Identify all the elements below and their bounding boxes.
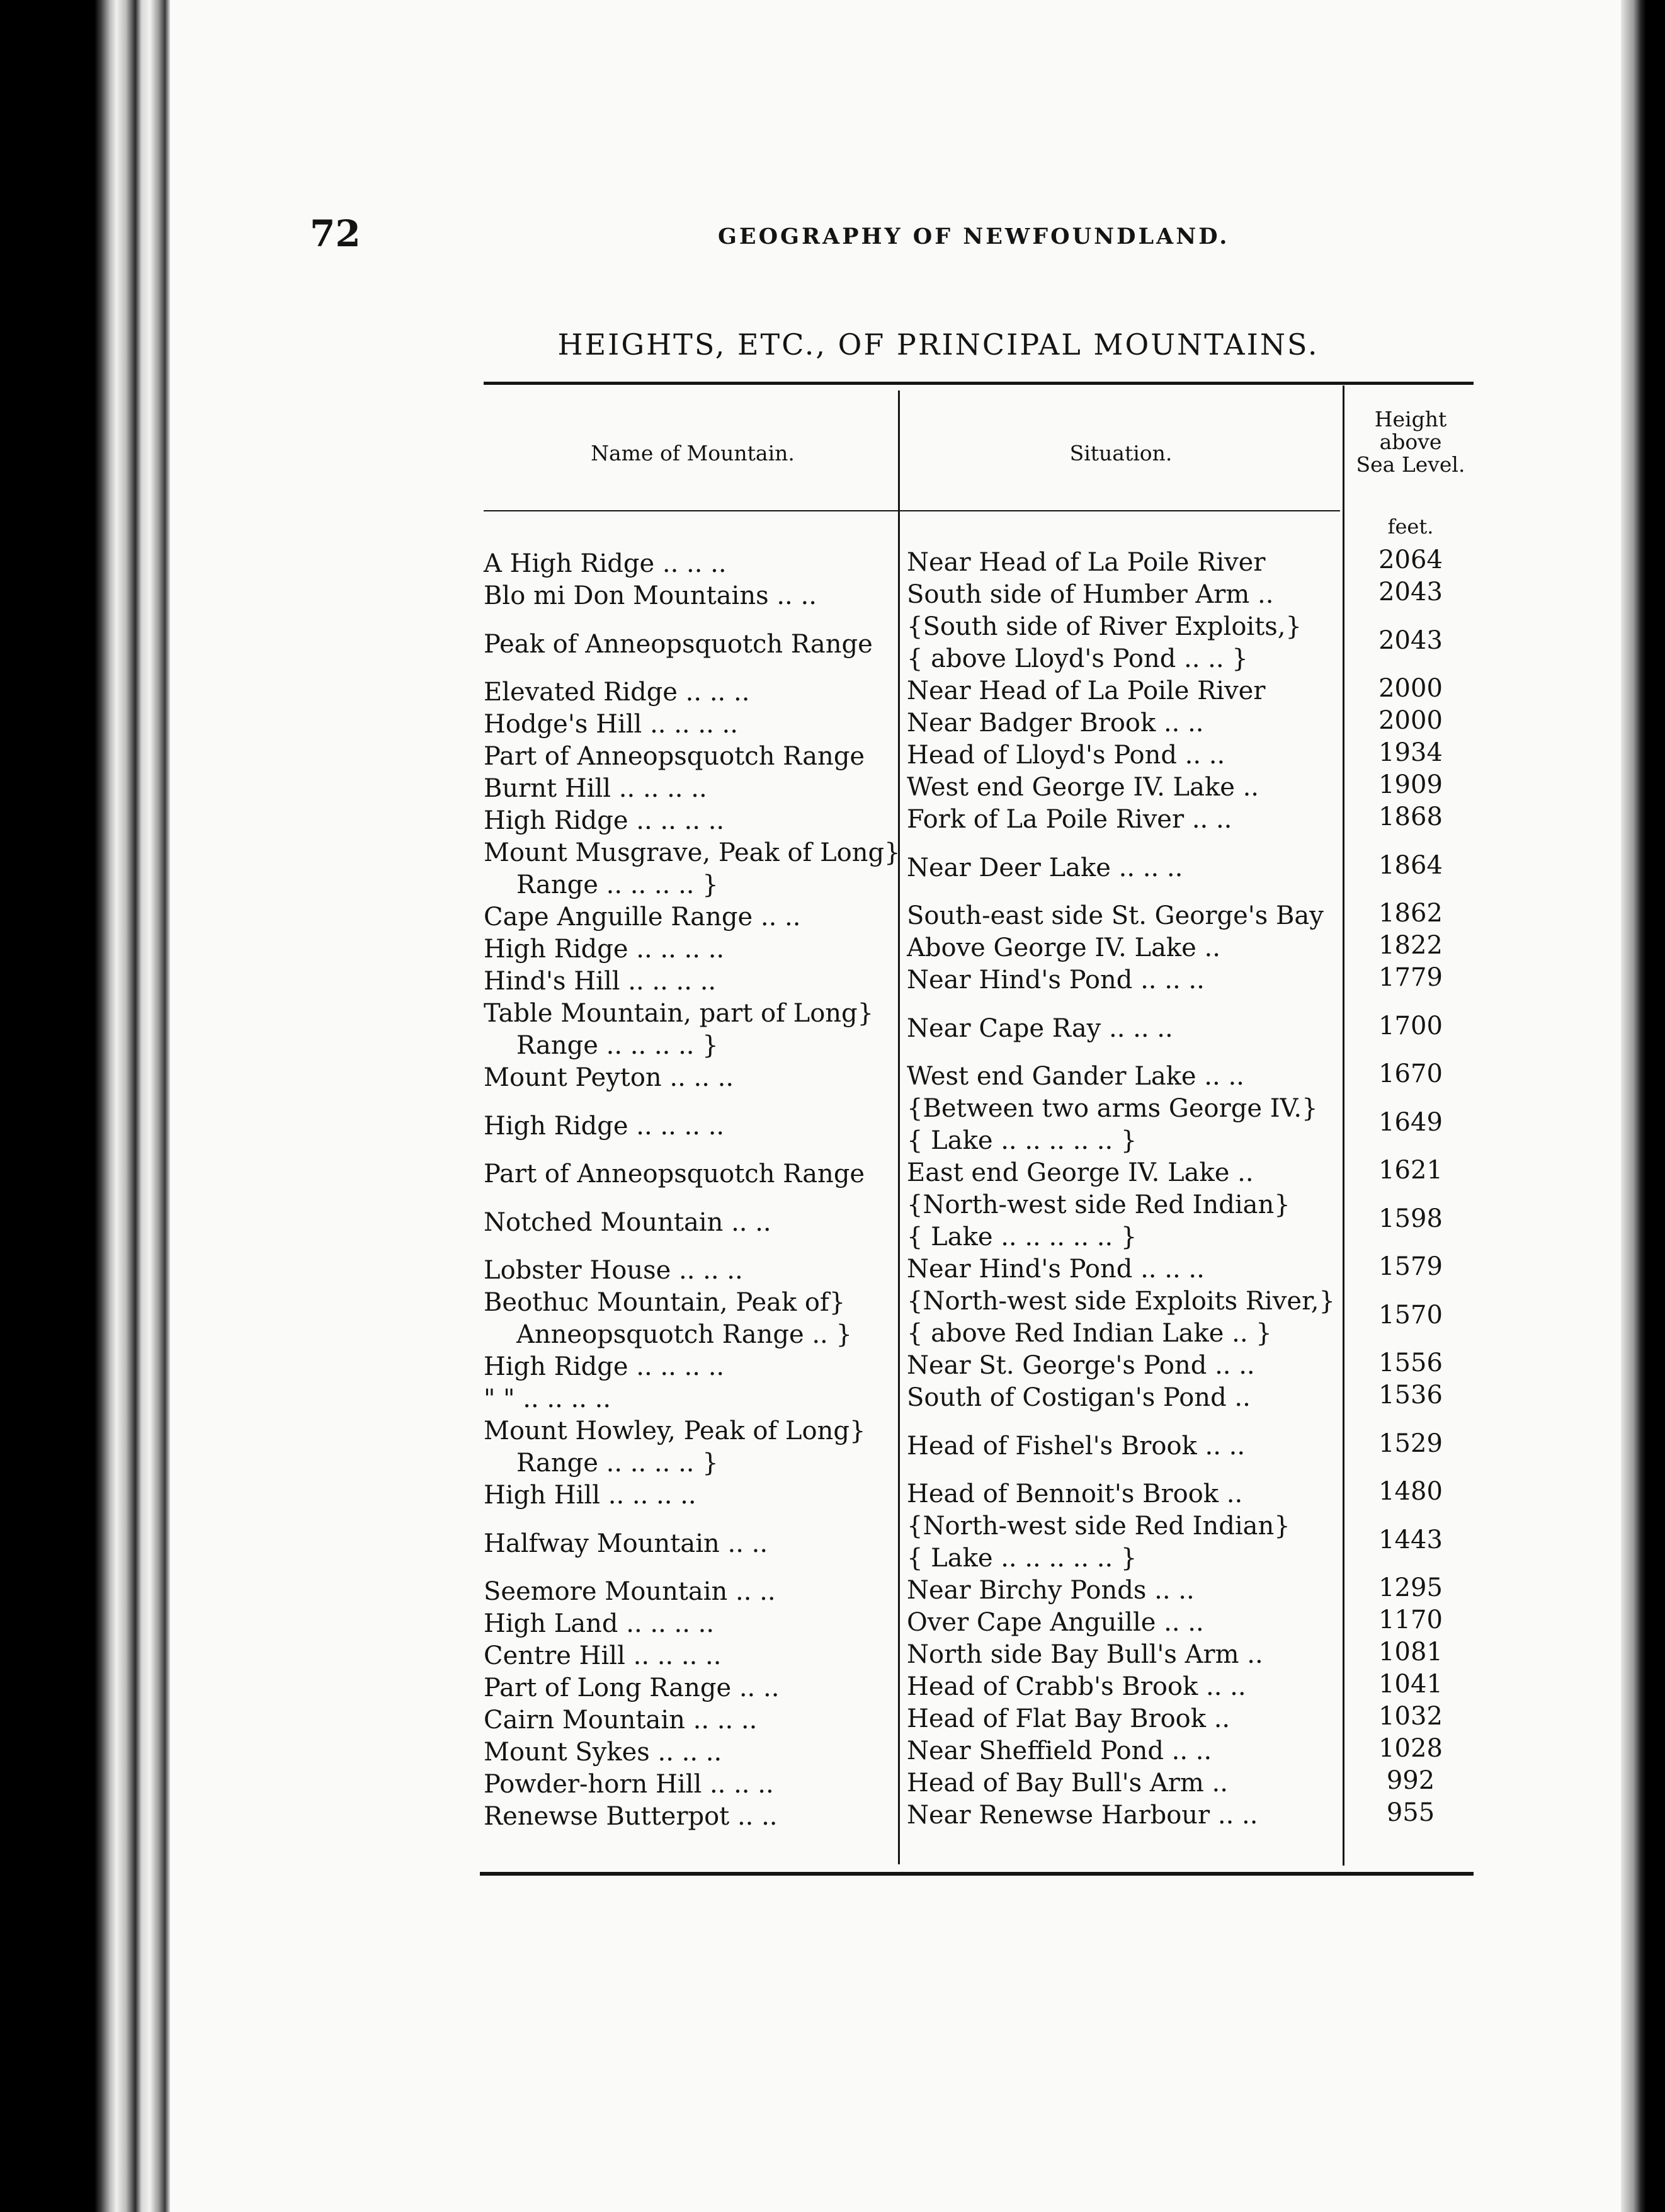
mountain-name (484, 709, 893, 741)
mountain-situation (907, 772, 1341, 804)
mountain-name (484, 1801, 893, 1833)
mountain-name-line: A High Ridge .. .. .. (484, 549, 727, 578)
mountain-name (484, 1110, 893, 1143)
mountain-height: 2064 (1378, 545, 1443, 574)
mountain-situation-line: Head of Flat Bay Brook .. (907, 1704, 1230, 1733)
mountain-name-line: Blo mi Don Mountains .. .. (484, 581, 817, 610)
mountain-situation-line: {South side of River Exploits,} (907, 612, 1302, 641)
mountain-name (484, 1640, 893, 1672)
mountain-name-line: High Hill .. .. .. .. (484, 1481, 696, 1510)
mountain-situation (907, 1735, 1341, 1767)
mountain-height: 2000 (1378, 674, 1443, 703)
mountain-name (484, 741, 893, 773)
mountain-name (484, 1769, 893, 1801)
mountain-situation (907, 1703, 1341, 1735)
mountain-situation-line: Near Renewse Harbour .. .. (907, 1801, 1258, 1830)
mountain-situation (907, 804, 1341, 836)
mountain-name (484, 837, 901, 901)
mountain-situation-line: Near Badger Brook .. .. (907, 709, 1204, 738)
mountain-name (484, 629, 893, 661)
mountain-name-line: Anneopsquotch Range .. } (516, 1320, 852, 1349)
mountain-height: 1443 (1378, 1525, 1443, 1554)
mountain-height: 1570 (1378, 1300, 1443, 1330)
mountain-situation-line: Near Deer Lake .. .. .. (907, 853, 1183, 882)
mountain-height: 1170 (1378, 1605, 1443, 1634)
mountain-height: 1598 (1378, 1204, 1443, 1233)
mountain-name (484, 1672, 893, 1704)
mountain-height: 955 (1386, 1798, 1435, 1827)
mountain-name (484, 1704, 893, 1736)
mountain-situation (907, 675, 1341, 707)
mountain-name (484, 1158, 893, 1190)
mountain-situation (907, 1510, 1341, 1575)
mountain-name (484, 966, 893, 998)
mountain-situation (907, 1350, 1341, 1382)
mountain-height: 1028 (1378, 1734, 1443, 1763)
mountain-situation-line: South side of Humber Arm .. (907, 580, 1274, 609)
mountain-situation-line: {North-west side Red Indian} (907, 1512, 1290, 1541)
mountain-height: 1529 (1378, 1428, 1443, 1458)
mountain-name-line: Beothuc Mountain, Peak of} (484, 1288, 846, 1317)
mountain-name-line: Seemore Mountain .. .. (484, 1577, 776, 1606)
mountain-height: 1480 (1378, 1477, 1443, 1506)
mountain-name-line: Notched Mountain .. .. (484, 1207, 771, 1237)
mountain-situation (907, 1061, 1341, 1093)
mountain-height: 992 (1386, 1766, 1435, 1795)
mountain-height: 2043 (1378, 578, 1443, 607)
mountain-situation-line: { Lake .. .. .. .. .. } (907, 1126, 1137, 1155)
mountain-name-line: Peak of Anneopsquotch Range (484, 629, 873, 659)
mountain-name (484, 548, 893, 580)
mountain-situation (907, 1013, 1341, 1045)
mountain-name (484, 901, 893, 933)
mountain-situation-line: Head of Bennoit's Brook .. (907, 1479, 1243, 1508)
mountain-name-line: " " .. .. .. .. (484, 1384, 611, 1413)
mountain-height: 1081 (1378, 1638, 1443, 1667)
mountain-height: 1934 (1378, 738, 1443, 767)
mountain-name-line: Range .. .. .. .. } (516, 870, 719, 899)
mountain-name-line: Mount Peyton .. .. .. (484, 1063, 734, 1092)
mountain-situation (907, 1799, 1341, 1832)
mountain-situation (907, 852, 1341, 884)
mountain-situation (907, 739, 1341, 772)
mountain-height: 1862 (1378, 899, 1443, 928)
mountain-name (484, 998, 893, 1062)
running-head: GEOGRAPHY OF NEWFOUNDLAND. (718, 224, 1230, 249)
mountain-height: 1909 (1378, 770, 1443, 799)
mountain-situation-line: Near Cape Ray .. .. .. (907, 1013, 1173, 1043)
mountain-situation-line: South-east side St. George's Bay (907, 901, 1324, 930)
mountain-name (484, 1255, 893, 1287)
mountain-name-line: Burnt Hill .. .. .. .. (484, 774, 707, 803)
page-number: 72 (310, 212, 361, 255)
mountain-name-line: High Land .. .. .. .. (484, 1609, 715, 1638)
height-header-line-2: above (1379, 430, 1442, 454)
column-header-name: Name of Mountain. (591, 441, 795, 465)
mountain-name (484, 676, 893, 709)
mountain-height: 2000 (1378, 706, 1443, 735)
mountain-name-line: Part of Anneopsquotch Range (484, 742, 865, 771)
mountain-name-line: Range .. .. .. .. } (516, 1031, 719, 1060)
mountain-situation-line: East end George IV. Lake .. (907, 1158, 1254, 1187)
mountain-situation-line: West end George IV. Lake .. (907, 773, 1259, 802)
mountain-situation (907, 707, 1341, 739)
height-header-line-1: Height (1374, 407, 1447, 431)
mountain-height: 1032 (1378, 1702, 1443, 1731)
mountain-situation-line: Near Hind's Pond .. .. .. (907, 966, 1205, 995)
mountain-name-line: High Ridge .. .. .. .. (484, 806, 725, 835)
mountain-name (484, 1207, 893, 1239)
mountain-name (484, 805, 893, 837)
mountain-name-line: High Ridge .. .. .. .. (484, 935, 725, 964)
mountain-height: 2043 (1378, 625, 1443, 655)
mountain-name-line: Centre Hill .. .. .. .. (484, 1641, 722, 1670)
mountain-height: 1556 (1378, 1348, 1443, 1377)
mountain-situation (907, 1093, 1341, 1157)
mountain-height: 1621 (1378, 1156, 1443, 1185)
mountain-height: 1536 (1378, 1381, 1443, 1410)
mountain-situation (907, 932, 1341, 964)
mountain-situation-line: Near St. George's Pond .. .. (907, 1351, 1255, 1380)
mountain-situation (907, 1430, 1341, 1462)
mountain-name (484, 1062, 893, 1094)
mountain-situation (907, 1382, 1341, 1414)
mountain-name-line: Elevated Ridge .. .. .. (484, 678, 750, 707)
table-title: HEIGHTS, ETC., OF PRINCIPAL MOUNTAINS. (557, 328, 1319, 362)
mountain-height: 1579 (1378, 1252, 1443, 1281)
mountain-situation-line: { above Lloyd's Pond .. .. } (907, 644, 1248, 673)
mountain-situation (907, 1639, 1341, 1671)
mountain-name-line: Mount Musgrave, Peak of Long} (484, 838, 901, 867)
mountain-name (484, 1287, 893, 1351)
mountain-height: 1700 (1378, 1011, 1443, 1040)
mountain-situation-line: {Between two arms George IV.} (907, 1094, 1318, 1123)
mountain-height: 1649 (1378, 1107, 1443, 1137)
column-header-situation: Situation. (1069, 441, 1173, 465)
mountain-situation (907, 900, 1341, 932)
mountain-name-line: Mount Sykes .. .. .. (484, 1738, 722, 1767)
mountain-situation-line: North side Bay Bull's Arm .. (907, 1640, 1263, 1669)
mountain-name (484, 1608, 893, 1640)
mountain-height: 1864 (1378, 850, 1443, 880)
mountain-situation-line: {North-west side Exploits River,} (907, 1287, 1335, 1316)
mountain-name-line: Powder-horn Hill .. .. .. (484, 1770, 774, 1799)
mountain-situation (907, 1286, 1341, 1350)
mountain-situation-line: Head of Bay Bull's Arm .. (907, 1769, 1228, 1798)
mountain-name (484, 933, 893, 966)
mountain-name-line: Hind's Hill .. .. .. .. (484, 967, 717, 996)
mountain-name (484, 1479, 893, 1512)
mountain-name-line: Cairn Mountain .. .. .. (484, 1706, 758, 1735)
mountain-name-line: Part of Anneopsquotch Range (484, 1160, 865, 1189)
mountain-situation-line: Head of Crabb's Brook .. .. (907, 1672, 1246, 1701)
mountain-situation (907, 1607, 1341, 1639)
mountain-situation (907, 1767, 1341, 1799)
mountain-situation (907, 1671, 1341, 1703)
mountain-situation (907, 1157, 1341, 1189)
mountain-name-line: Hodge's Hill .. .. .. .. (484, 710, 738, 739)
mountain-name-line: Renewse Butterpot .. .. (484, 1802, 778, 1831)
mountain-situation-line: { Lake .. .. .. .. .. } (907, 1223, 1137, 1251)
mountain-situation (907, 579, 1341, 611)
mountain-name (484, 1383, 893, 1415)
mountain-height: 1779 (1378, 963, 1443, 992)
mountain-name (484, 1528, 893, 1560)
height-header-line-3: Sea Level. (1356, 452, 1465, 477)
mountain-situation-line: { above Red Indian Lake .. } (907, 1319, 1272, 1348)
mountain-situation-line: Above George IV. Lake .. (907, 933, 1220, 962)
mountain-name-line: Cape Anguille Range .. .. (484, 903, 801, 932)
mountain-situation-line: Head of Fishel's Brook .. .. (907, 1431, 1246, 1461)
mountain-name-line: Part of Long Range .. .. (484, 1673, 780, 1702)
mountain-situation (907, 1253, 1341, 1286)
mountain-height: 1822 (1378, 931, 1443, 960)
mountain-name (484, 580, 893, 612)
mountain-name (484, 1736, 893, 1769)
height-units: feet. (1387, 515, 1434, 539)
mountain-situation-line: Near Head of La Poile River (907, 676, 1266, 705)
mountain-name-line: Halfway Mountain .. .. (484, 1529, 768, 1558)
mountain-name-line: Mount Howley, Peak of Long} (484, 1417, 866, 1445)
mountain-situation (907, 1189, 1341, 1253)
mountain-name-line: Range .. .. .. .. } (516, 1449, 719, 1478)
mountain-name (484, 773, 893, 805)
mountain-height: 1295 (1378, 1573, 1443, 1602)
mountain-height: 1670 (1378, 1059, 1443, 1088)
mountain-situation-line: Near Sheffield Pond .. .. (907, 1736, 1212, 1765)
mountain-situation (907, 1575, 1341, 1607)
mountain-name-line: High Ridge .. .. .. .. (484, 1352, 725, 1381)
mountain-name-line: Table Mountain, part of Long} (484, 999, 874, 1028)
mountain-situation (907, 1478, 1341, 1510)
mountain-name (484, 1576, 893, 1608)
mountain-situation-line: Near Birchy Ponds .. .. (907, 1576, 1195, 1605)
mountain-height: 1041 (1378, 1670, 1443, 1699)
mountain-situation-line: Over Cape Anguille .. .. (907, 1608, 1204, 1637)
mountain-situation-line: West end Gander Lake .. .. (907, 1062, 1244, 1091)
mountain-name-line: Lobster House .. .. .. (484, 1256, 743, 1285)
mountain-situation (907, 611, 1341, 675)
mountain-name (484, 1415, 893, 1479)
mountain-situation-line: Fork of La Poile River .. .. (907, 805, 1232, 834)
mountain-situation-line: South of Costigan's Pond .. (907, 1383, 1251, 1412)
mountain-situation (907, 547, 1341, 579)
mountain-name-line: High Ridge .. .. .. .. (484, 1111, 725, 1141)
mountain-situation-line: Head of Lloyd's Pond .. .. (907, 741, 1225, 770)
mountain-name (484, 1351, 893, 1383)
mountain-situation-line: {North-west side Red Indian} (907, 1190, 1290, 1219)
mountain-situation-line: { Lake .. .. .. .. .. } (907, 1544, 1137, 1573)
mountain-situation-line: Near Hind's Pond .. .. .. (907, 1255, 1205, 1284)
mountain-height: 1868 (1378, 802, 1443, 831)
mountain-situation-line: Near Head of La Poile River (907, 548, 1266, 577)
mountain-situation (907, 964, 1341, 996)
